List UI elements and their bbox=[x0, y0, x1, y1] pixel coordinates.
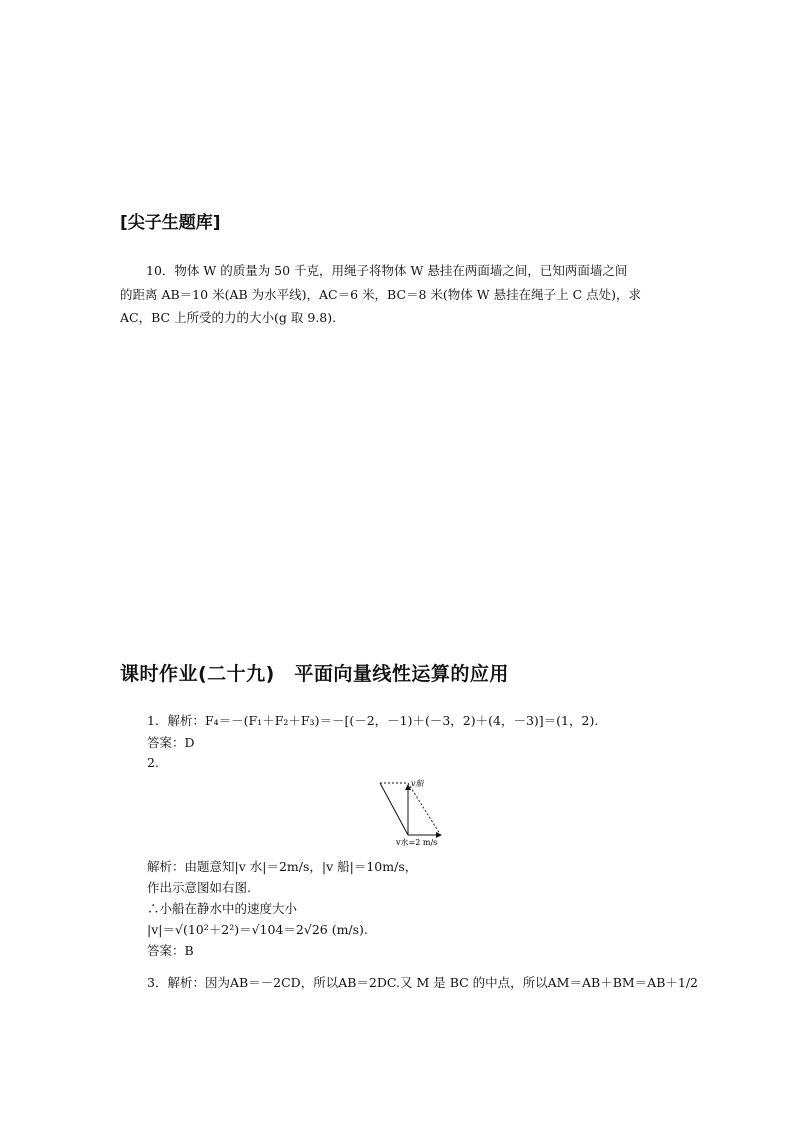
river-velocity-label: v水=2 m/s bbox=[396, 838, 438, 847]
q2-line-4: |v|＝√(10²＋2²)＝√104＝2√26 (m/s). bbox=[147, 922, 368, 937]
problem-10-line-3: AC，BC 上所受的力的大小(g 取 9.8). bbox=[120, 310, 337, 325]
q1-answer: 答案：D bbox=[147, 735, 195, 750]
resultant-velocity-line bbox=[380, 783, 408, 835]
q2-line-1: 解析：由题意知|v 水|＝2m/s，|v 船|＝10m/s， bbox=[147, 859, 418, 874]
problem-bank-heading: [尖子生题库] bbox=[120, 213, 221, 233]
problem-10-line-1: 10．物体 W 的质量为 50 千克，用绳子将物体 W 悬挂在两面墙之间，已知两面墙之间 bbox=[146, 263, 628, 278]
q2-line-3: ∴小船在静水中的速度大小 bbox=[147, 901, 298, 916]
homework-title: 课时作业(二十九) 平面向量线性运算的应用 bbox=[120, 663, 509, 685]
q1-solution: 1．解析：F₄＝－(F₁＋F₂＋F₃)＝－[(－2，－1)＋(－3，2)＋(4，－3)]＝(1，2). bbox=[147, 713, 599, 728]
q2-answer: 答案：B bbox=[147, 943, 194, 958]
q3-solution: 3．解析：因为AB＝－2CD，所以AB＝2DC.又 M 是 BC 的中点，所以AM＝AB＋BM＝AB＋1/2 bbox=[147, 975, 699, 990]
problem-10-line-2: 的距离 AB＝10 米(AB 为水平线)，AC＝6 米，BC＝8 米(物体 W 悬挂在绳子上 C 点处)，求 bbox=[120, 287, 641, 302]
velocity-diagram bbox=[374, 776, 448, 848]
q2-line-2: 作出示意图如右图. bbox=[147, 880, 251, 895]
dashed-diagonal bbox=[408, 783, 440, 834]
q2-number: 2. bbox=[147, 755, 159, 770]
boat-velocity-label: v船 bbox=[411, 779, 424, 788]
